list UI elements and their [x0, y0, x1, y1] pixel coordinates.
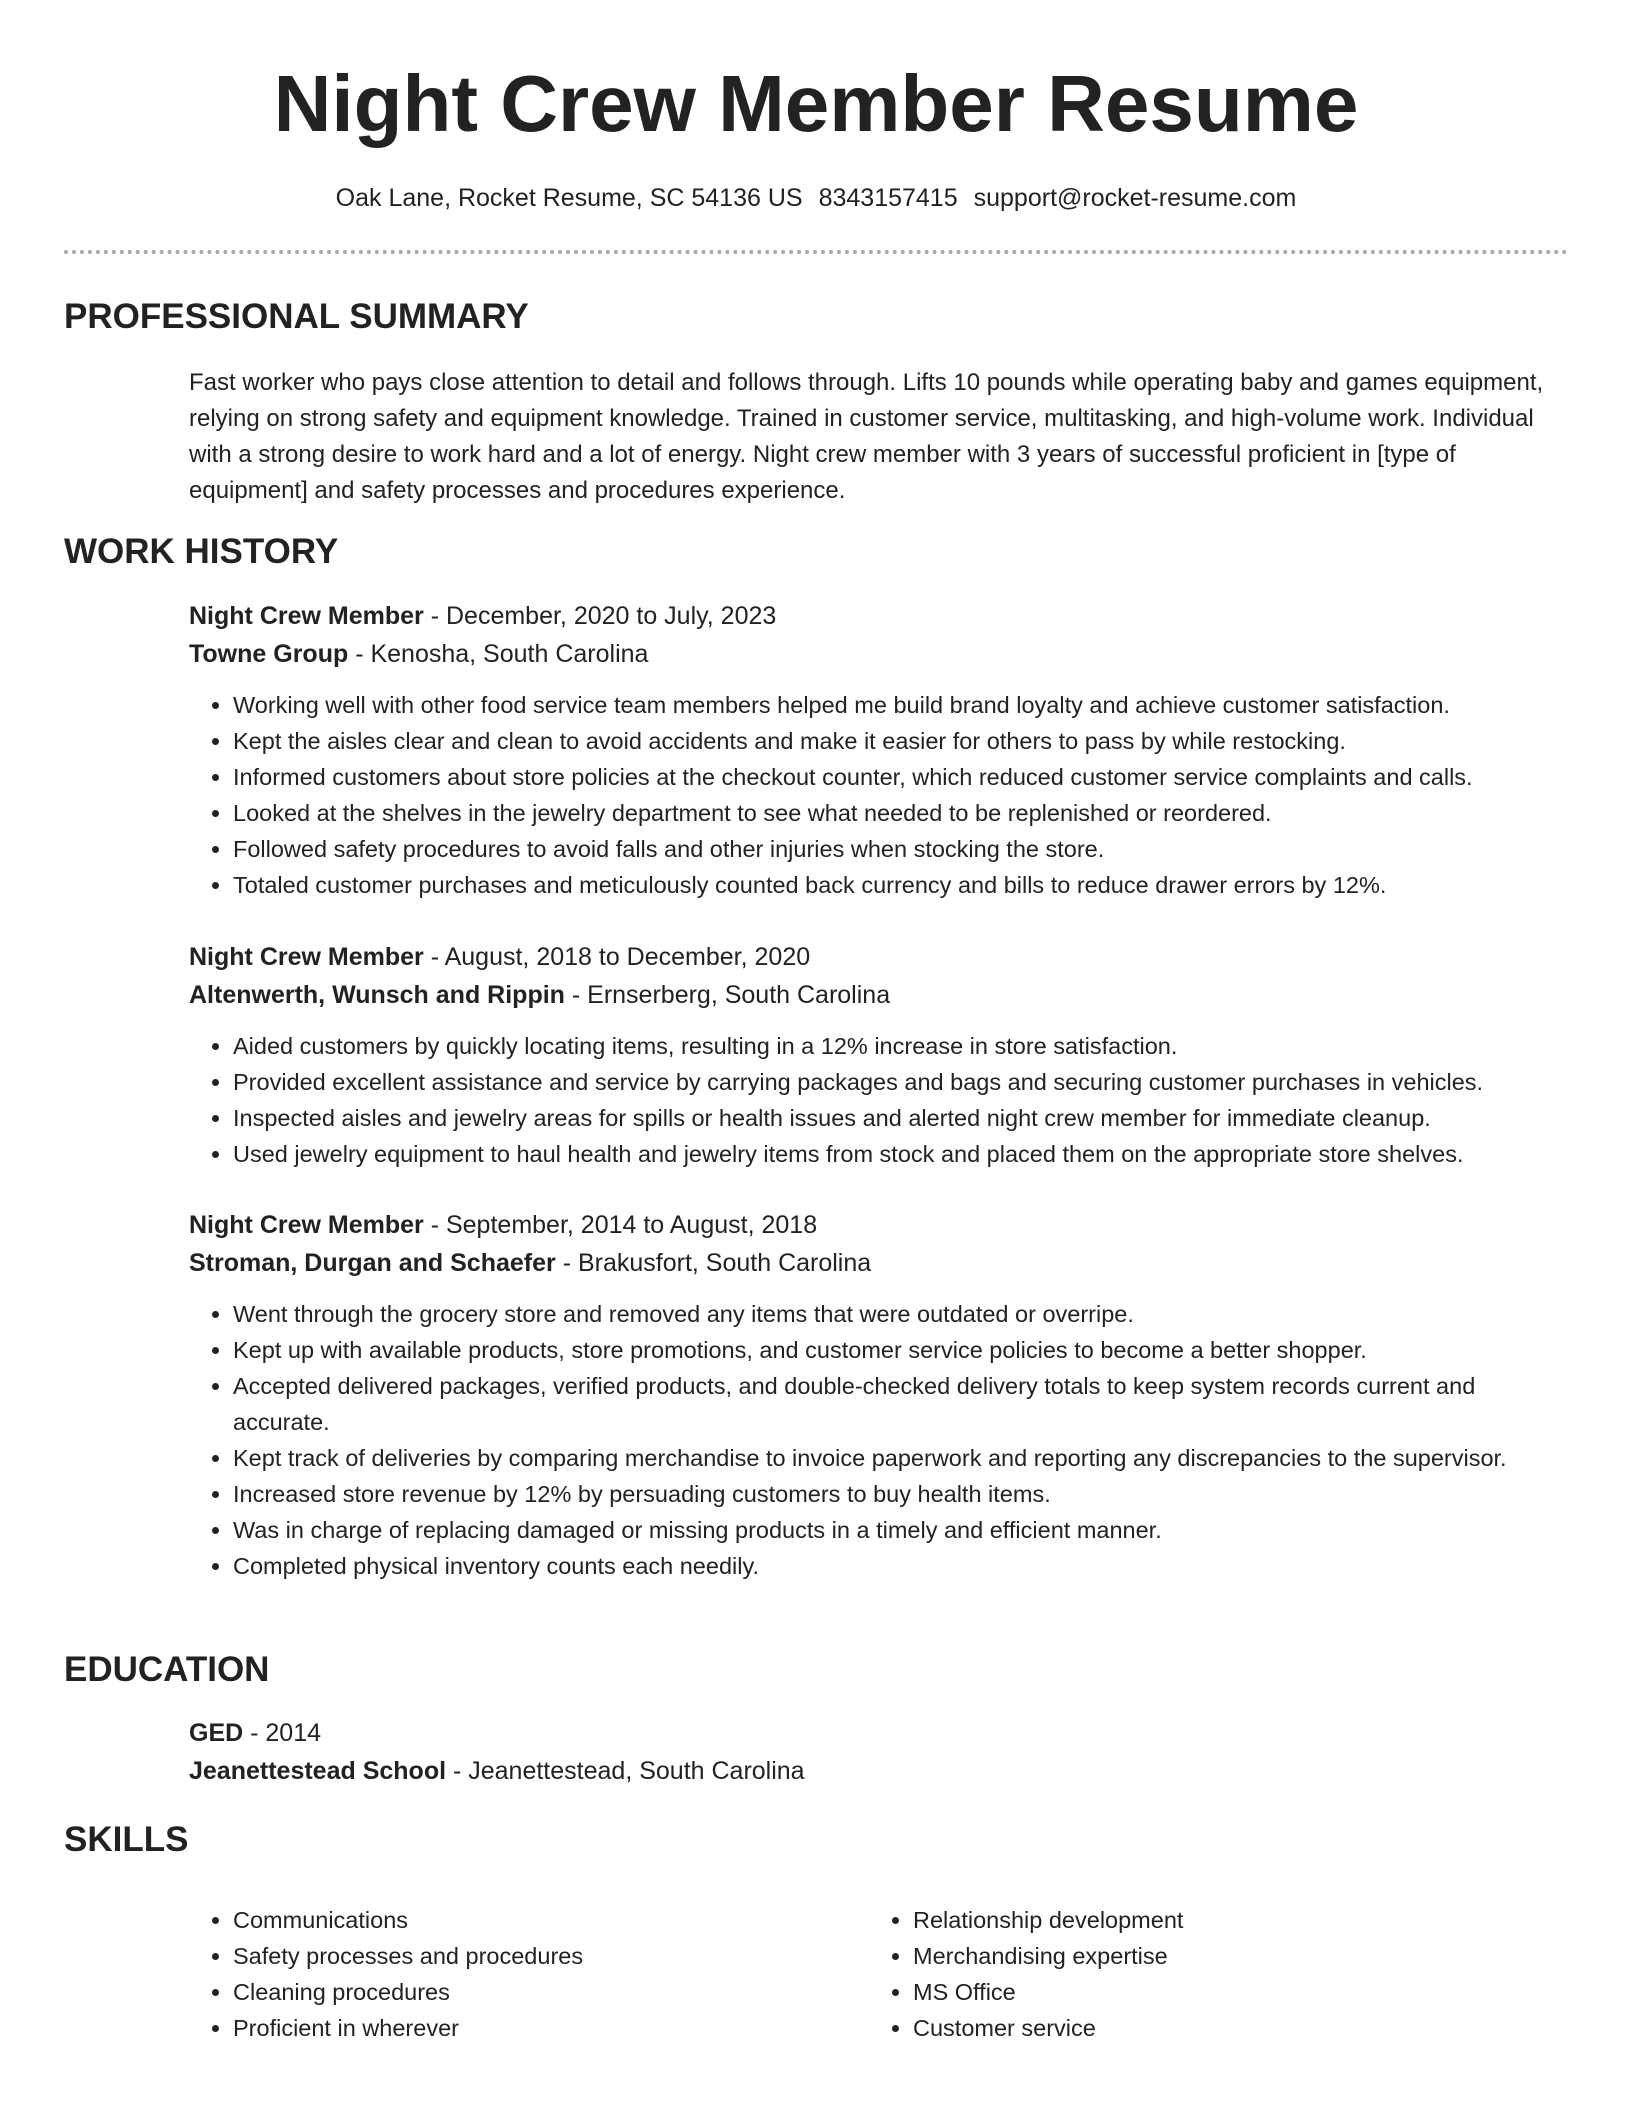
job-bullet: • Used jewelry equipment to haul health and jewelry items from stock and placed them on the appropriate store shelves. — [233, 1136, 1569, 1172]
education-year: - 2014 — [243, 1719, 322, 1747]
section-heading-summary: PROFESSIONAL SUMMARY — [64, 297, 529, 336]
job-bullet: • Provided excellent assistance and service by carrying packages and bags and securing customer purchases in vehicles. — [233, 1064, 1569, 1100]
education-location: - Jeanettestead, South Carolina — [446, 1757, 805, 1785]
section-heading-skills: SKILLS — [64, 1820, 189, 1859]
job-company: Towne Group — [189, 640, 349, 668]
resume-title: Night Crew Member Resume — [273, 59, 1359, 148]
job-bullet: • Looked at the shelves in the jewelry department to see what needed to be replenished or reordered. — [233, 795, 1569, 831]
skill-item: • Communications — [233, 1902, 583, 1938]
skill-item: • Cleaning procedures — [233, 1974, 583, 2010]
skills-column-1 — [189, 1902, 583, 2046]
job-dates: - December, 2020 to July, 2023 — [423, 602, 777, 630]
job-bullet: • Went through the grocery store and removed any items that were outdated or overripe. — [233, 1296, 1569, 1332]
education-school-line — [189, 1752, 1569, 1790]
skill-item: • Customer service — [913, 2010, 1183, 2046]
contact-line — [0, 180, 1632, 216]
job-bullet: • Completed physical inventory counts each needily. — [233, 1548, 1569, 1584]
job-dates: - August, 2018 to December, 2020 — [423, 943, 811, 971]
section-heading-work-history: WORK HISTORY — [64, 532, 339, 571]
job-title: Night Crew Member — [189, 602, 424, 630]
job-bullets — [189, 1296, 1569, 1584]
job-location: - Brakusfort, South Carolina — [555, 1249, 872, 1277]
job-bullets — [189, 687, 1569, 903]
summary-text: Fast worker who pays close attention to detail and follows through. Lifts 10 pounds while operating baby and games equipment, relying on strong safety and equipment knowledge. Trained in customer service, multitasking, and high-volume work. Individual with a strong desire to work hard and a lot of energy. Night crew member with 3 years of successful proficient in [type of equipment] and safety processes and procedures experience. — [189, 369, 1544, 504]
job-bullet: • Accepted delivered packages, verified products, and double-checked delivery totals to keep system records current and accurate. — [233, 1368, 1569, 1440]
skill-item: • Relationship development — [913, 1902, 1183, 1938]
job-bullet: • Totaled customer purchases and meticulously counted back currency and bills to reduce drawer errors by 12%. — [233, 867, 1569, 903]
contact-email: support@rocket-resume.com — [973, 184, 1297, 212]
job-bullet: • Followed safety procedures to avoid falls and other injuries when stocking the store. — [233, 831, 1569, 867]
job-location: - Kenosha, South Carolina — [348, 640, 649, 668]
job-company-line — [189, 635, 1569, 673]
contact-phone: 8343157415 — [818, 184, 958, 212]
job-bullet: • Aided customers by quickly locating items, resulting in a 12% increase in store satisfaction. — [233, 1028, 1569, 1064]
job-title: Night Crew Member — [189, 1211, 424, 1239]
skill-item: • Safety processes and procedures — [233, 1938, 583, 1974]
job-company: Stroman, Durgan and Schaefer — [189, 1249, 556, 1277]
job-bullet: • Kept track of deliveries by comparing merchandise to invoice paperwork and reporting any discrepancies to the supervisor. — [233, 1440, 1569, 1476]
job-bullet: • Inspected aisles and jewelry areas for spills or health issues and alerted night crew member for immediate cleanup. — [233, 1100, 1569, 1136]
skills-column-2 — [869, 1902, 1183, 2046]
job-title-line — [189, 1206, 1569, 1244]
job-entry-3 — [189, 1206, 1569, 1584]
contact-address: Oak Lane, Rocket Resume, SC 54136 US — [335, 184, 803, 212]
education-degree: GED — [189, 1719, 244, 1747]
education-degree-line — [189, 1714, 1569, 1752]
job-company: Altenwerth, Wunsch and Rippin — [189, 981, 565, 1009]
section-heading-education: EDUCATION — [64, 1650, 270, 1689]
job-bullet: • Working well with other food service team members helped me build brand loyalty and achieve customer satisfaction. — [233, 687, 1569, 723]
job-title: Night Crew Member — [189, 943, 424, 971]
skill-item: • MS Office — [913, 1974, 1183, 2010]
education-school: Jeanettestead School — [189, 1757, 447, 1785]
job-bullets — [189, 1028, 1569, 1172]
job-entry-1 — [189, 597, 1569, 903]
job-entry-2 — [189, 938, 1569, 1172]
job-bullet: • Increased store revenue by 12% by persuading customers to buy health items. — [233, 1476, 1569, 1512]
job-title-line — [189, 597, 1569, 635]
job-company-line — [189, 1244, 1569, 1282]
skill-item: • Proficient in wherever — [233, 2010, 583, 2046]
job-bullet: • Kept up with available products, store promotions, and customer service policies to become a better shopper. — [233, 1332, 1569, 1368]
job-company-line — [189, 976, 1569, 1014]
header-divider — [64, 250, 1568, 254]
education-entry — [189, 1714, 1569, 1790]
job-bullet: • Kept the aisles clear and clean to avoid accidents and make it easier for others to pass by while restocking. — [233, 723, 1569, 759]
job-bullet: • Was in charge of replacing damaged or missing products in a timely and efficient manner. — [233, 1512, 1569, 1548]
job-location: - Ernserberg, South Carolina — [564, 981, 891, 1009]
job-title-line — [189, 938, 1569, 976]
skill-item: • Merchandising expertise — [913, 1938, 1183, 1974]
job-dates: - September, 2014 to August, 2018 — [423, 1211, 818, 1239]
job-bullet: • Informed customers about store policies at the checkout counter, which reduced customer service complaints and calls. — [233, 759, 1569, 795]
